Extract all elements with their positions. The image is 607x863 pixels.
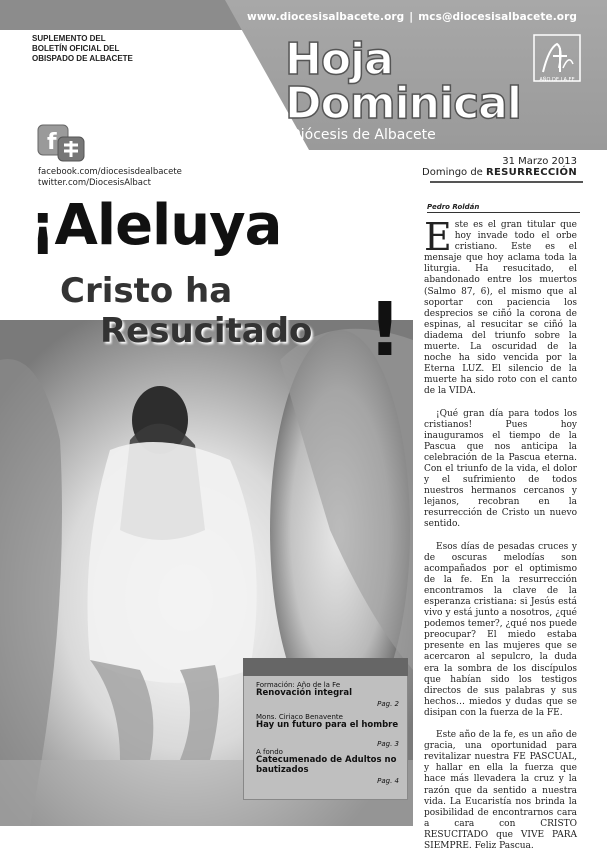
supplement-line-1: SUPLEMENTO DEL: [32, 34, 106, 43]
email-link[interactable]: mcs@diocesisalbacete.org: [418, 11, 577, 23]
cover-exclamation: !: [368, 287, 402, 373]
masthead-title-line-1: Hoja: [285, 34, 393, 85]
sunday-title: RESURRECCIÓN: [486, 167, 577, 178]
contents-title: Renovación integral: [256, 688, 352, 698]
contents-item[interactable]: [256, 748, 401, 785]
article-paragraph-3: Esos días de pesadas cruces y de oscuras melodías son acompañados por el optimismo de la fe. En la resurrección encontramos la clave de la esperanza cristiana: si Jesús está vivo y está junto a nosotros, ¿qué podemos temer?, ¿qué nos puede preocupar? El miedo estaba presente en las mujeres que se acercaron al sepulcro, la duda era la sombra de los discípulos que habían sido los testigos directos de sus palabras y sus hechos… miedos y dudas que se disipan con la fuerza de la FE.: [424, 541, 577, 718]
article-paragraph-1: [424, 215, 577, 398]
facebook-link[interactable]: facebook.com/diocesisdealbacete: [38, 167, 182, 177]
contents-page: Pag. 3: [377, 740, 399, 748]
contents-page: Pag. 2: [377, 700, 399, 708]
header-divider: [430, 181, 583, 183]
contents-header-bar: [243, 658, 408, 676]
supplement-line-3: OBISPADO DE ALBACETE: [32, 54, 133, 63]
header-links: [247, 11, 577, 23]
social-links: [38, 167, 182, 189]
cover-headline: ¡Aleluya: [30, 193, 282, 258]
article-paragraph-4: Este año de la fe, es un año de gracia, una oportunidad para revitalizar nuestra FE PASCUAL, y hallar en ella la fuerza que hace más llevadera la cruz y la razón que da sentido a nuestra vida. La Eucaristía nos brinda la posibilidad de encontrarnos cara a cara con CRISTO RESUCITADO que VIVE PARA SIEMPRE. Feliz Pascua.: [424, 730, 577, 851]
contents-section: A fondo: [256, 748, 283, 756]
cover-subheadline-1: Cristo ha: [60, 271, 233, 311]
contents-title: Hay un futuro para el hombre: [256, 720, 399, 730]
social-media-icon[interactable]: [38, 125, 86, 163]
issue-date: 31 Marzo 2013: [502, 156, 577, 167]
contents-title: Catecumenado de Adultos no bautizados: [256, 755, 397, 775]
cover-subheadline-2: Resucitado: [100, 311, 313, 351]
sunday-name: [422, 167, 577, 178]
twitter-link[interactable]: twitter.com/DiocesisAlbact: [38, 178, 151, 188]
article-author: Pedro Roldán: [427, 203, 480, 211]
article-dropcap: E: [424, 215, 452, 259]
contents-item[interactable]: [256, 681, 401, 708]
contents-page: Pag. 4: [377, 777, 399, 785]
masthead-subtitle: Diócesis de Albacete: [290, 127, 436, 143]
author-divider: [427, 212, 580, 213]
website-link[interactable]: www.diocesisalbacete.org: [247, 11, 405, 23]
logo-caption: AÑO DE LA FE: [539, 77, 575, 83]
article-paragraph-1-text: ste es el gran titular que hoy invade todo el orbe cristiano. Este es el mensaje que hoy aclama toda la liturgia. Ha resucitado, el abandonado entre los muertos (Salmo 87, 6), el mismo que al soportar con paciencia los desprecios se ciñó la corona de espinas, al resucitar se ciñó la diadema del triunfo sobre la muerte. La oscuridad de la noche ha sido vencida por la Eterna LUZ. El silencio de la muerte ha sido roto con el canto de la VIDA.: [424, 220, 577, 397]
link-separator: |: [409, 11, 414, 23]
contents-section: Formación: Año de la Fe: [256, 681, 341, 689]
contents-item[interactable]: [256, 713, 401, 748]
year-of-faith-logo-icon: [533, 34, 581, 82]
supplement-label: [32, 34, 212, 64]
supplement-line-2: BOLETÍN OFICIAL DEL: [32, 44, 120, 53]
contents-section: Mons. Ciriaco Benavente: [256, 713, 343, 721]
sunday-prefix: Domingo de: [422, 167, 483, 178]
facebook-glyph: f: [47, 130, 57, 155]
article-body: [424, 215, 577, 863]
masthead-title-line-2: Dominical: [285, 78, 521, 129]
article-paragraph-2: ¡Qué gran día para todos los cristianos! Pues hoy inauguramos el tiempo de la Pascua que nos anticipa la celebración de la Pascua eterna. Con el triunfo de la vida, el dolor y el sufrimiento de todos nuestros hermanos cercanos y lejanos, recobran en la resurrección de Cristo un nuevo sentido.: [424, 408, 577, 530]
